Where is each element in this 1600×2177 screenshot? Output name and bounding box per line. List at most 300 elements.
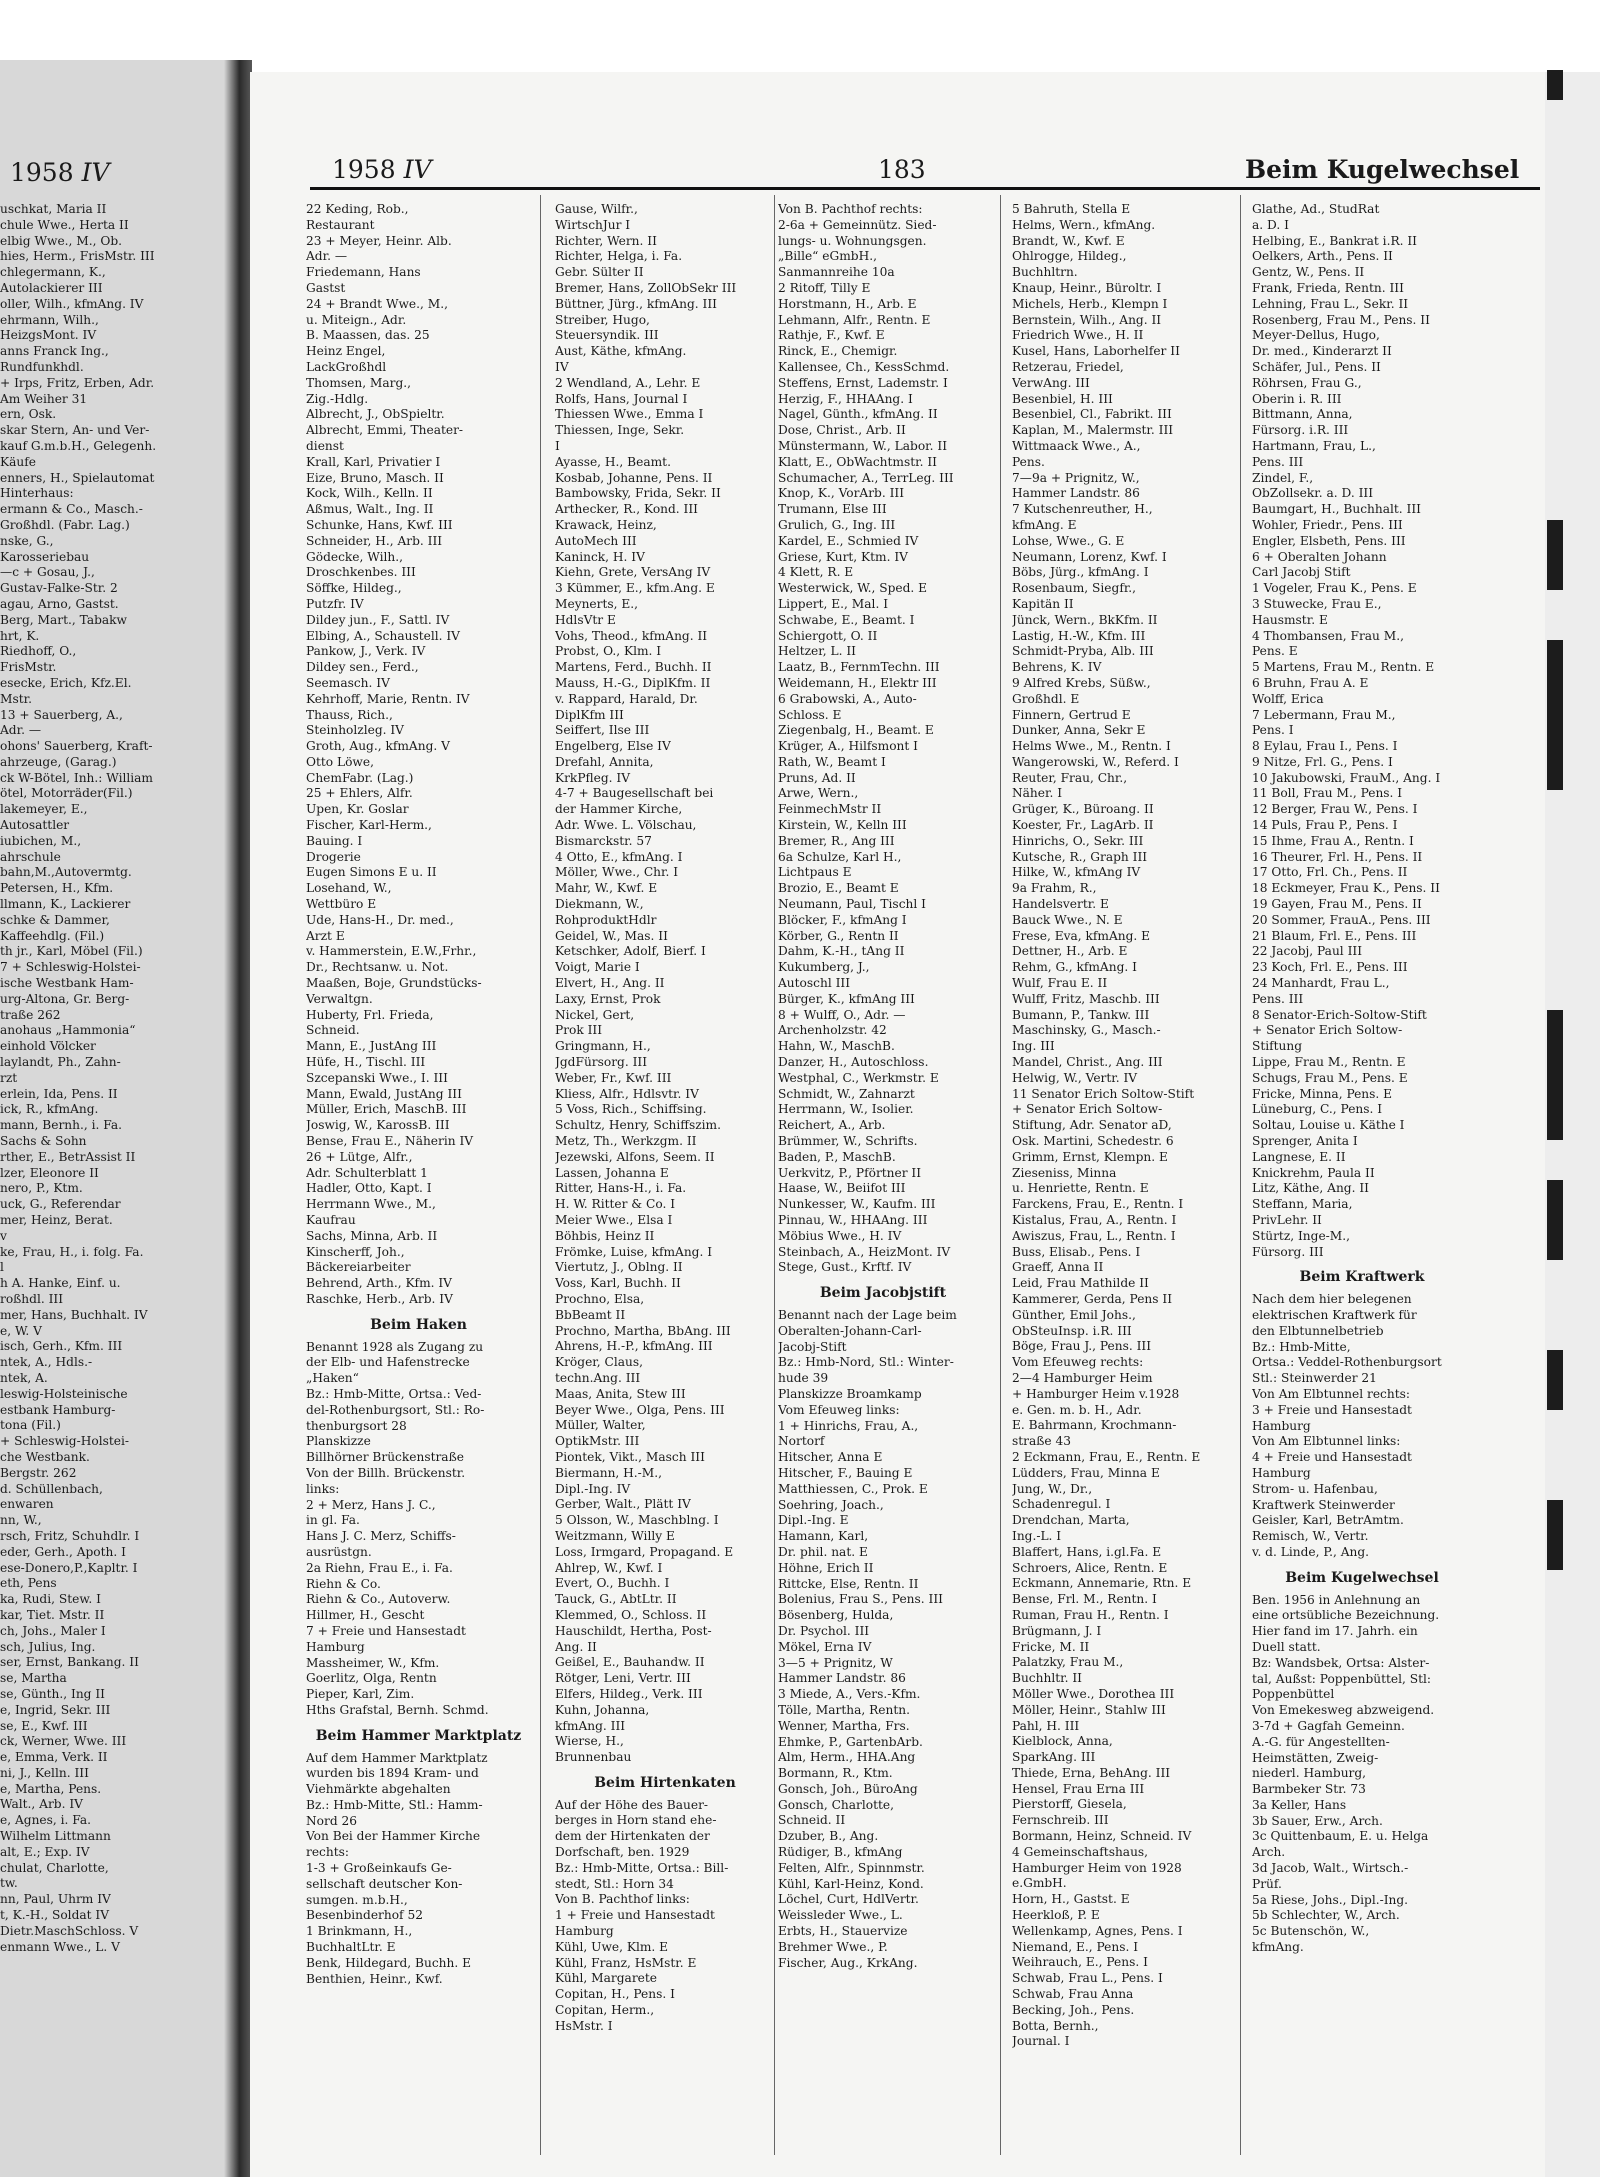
directory-entry-line: Lehning, Frau L., Sekr. II bbox=[1252, 296, 1409, 311]
directory-entry-line: 5 Olsson, W., Maschblng. I bbox=[555, 1513, 719, 1528]
directory-entry-line: Farckens, Frau, E., Rentn. I bbox=[1012, 1197, 1184, 1212]
directory-entry-line: Pens. E bbox=[1252, 644, 1298, 659]
directory-entry-line: 3b Sauer, Erw., Arch. bbox=[1252, 1813, 1383, 1828]
directory-entry-line: Von B. Pachthof links: bbox=[555, 1892, 690, 1907]
directory-entry-line: Hadler, Otto, Kapt. I bbox=[306, 1181, 432, 1196]
left-entry-line: llmann, K., Lackierer bbox=[0, 897, 131, 912]
directory-entry-line: Löchel, Curt, HdlVertr. bbox=[778, 1892, 919, 1907]
directory-entry-line: Helms, Wern., kfmAng. bbox=[1012, 217, 1156, 232]
directory-entry-line: 4 Thombansen, Frau M., bbox=[1252, 628, 1404, 643]
directory-entry-line: 17 Otto, Frl. Ch., Pens. II bbox=[1252, 865, 1408, 880]
left-entry-line: roßhdl. III bbox=[0, 1291, 64, 1306]
directory-entry-line: Barmbeker Str. 73 bbox=[1252, 1782, 1366, 1797]
directory-entry-line: 7 + Freie und Hansestadt bbox=[306, 1623, 466, 1638]
directory-entry-line: BbBeamt II bbox=[555, 1307, 626, 1322]
directory-entry-line: Kielblock, Anna, bbox=[1012, 1734, 1113, 1749]
directory-entry-line: Heerkloß, P. E bbox=[1012, 1908, 1100, 1923]
left-entry-line: Sachs & Sohn bbox=[0, 1134, 87, 1149]
left-entry-line: 13 + Sauerberg, A., bbox=[0, 707, 123, 722]
directory-entry-line: Joswig, W., KarossB. III bbox=[306, 1118, 450, 1133]
directory-entry-line: Krawack, Heinz, bbox=[555, 517, 657, 532]
directory-entry-line: 16 Theurer, Frl. H., Pens. II bbox=[1252, 849, 1423, 864]
directory-entry-line: Besenbiel, Cl., Fabrikt. III bbox=[1012, 407, 1172, 422]
left-entry-line: 7 + Schleswig-Holstei- bbox=[0, 960, 141, 975]
left-entry-line: elbig Wwe., M., Ob. bbox=[0, 233, 123, 248]
directory-entry-line: 8 Senator-Erich-Soltow-Stift bbox=[1252, 1007, 1427, 1022]
left-entry-line: Adr. — bbox=[0, 723, 42, 738]
directory-entry-line: Hartmann, Frau, L., bbox=[1252, 438, 1376, 453]
directory-entry-line: Kammerer, Gerda, Pens II bbox=[1012, 1291, 1173, 1306]
directory-entry-line: Koester, Fr., LagArb. II bbox=[1012, 818, 1154, 833]
directory-entry-line: Palatzky, Frau M., bbox=[1012, 1655, 1124, 1670]
page-edge-marker bbox=[1547, 1180, 1563, 1260]
directory-entry-line: Kehrhoff, Marie, Rentn. IV bbox=[306, 691, 470, 706]
directory-entry-line: Kardel, E., Schmied IV bbox=[778, 533, 919, 548]
left-entry-line: ntek, A. bbox=[0, 1370, 48, 1385]
directory-entry-line: rechts: bbox=[306, 1845, 349, 1860]
directory-entry-line: Baumgart, H., Buchhalt. III bbox=[1252, 502, 1422, 517]
directory-entry-line: Hamburg bbox=[306, 1639, 365, 1654]
directory-entry-line: Arthecker, R., Kond. III bbox=[555, 502, 698, 517]
directory-entry-line: Osk. Martini, Schedestr. 6 bbox=[1012, 1134, 1174, 1149]
directory-entry-line: Rinck, E., Chemigr. bbox=[778, 344, 898, 359]
directory-entry-line: FeinmechMstr II bbox=[778, 802, 882, 817]
directory-entry-line: Kusel, Hans, Laborhelfer II bbox=[1012, 344, 1180, 359]
directory-entry-line: Schroers, Alice, Rentn. E bbox=[1012, 1560, 1168, 1575]
directory-entry-line: 20 Sommer, FrauA., Pens. III bbox=[1252, 912, 1431, 927]
directory-entry-line: Behrens, K. IV bbox=[1012, 660, 1102, 675]
directory-entry-line: Prok III bbox=[555, 1023, 603, 1038]
directory-entry-line: Mauss, H.-G., DiplKfm. II bbox=[555, 675, 711, 690]
directory-entry-line: Lippert, E., Mal. I bbox=[778, 596, 889, 611]
directory-entry-line: Söffke, Hildeg., bbox=[306, 581, 402, 596]
directory-entry-line: Dildey sen., Ferd., bbox=[306, 660, 419, 675]
directory-entry-line: Hans J. C. Merz, Schiffs- bbox=[306, 1529, 456, 1544]
left-header-year: 1958 bbox=[10, 158, 74, 187]
left-entry-line: laylandt, Ph., Zahn- bbox=[0, 1055, 121, 1070]
directory-entry-line: Hahn, W., MaschB. bbox=[778, 1039, 895, 1054]
directory-entry-line: Blaffert, Hans, i.gl.Fa. E bbox=[1012, 1544, 1162, 1559]
directory-entry-line: Bittmann, Anna, bbox=[1252, 407, 1353, 422]
directory-entry-line: Besenbinderhof 52 bbox=[306, 1908, 423, 1923]
directory-entry-line: Geisler, Karl, BetrAmtm. bbox=[1252, 1513, 1404, 1528]
directory-entry-line: 6 Grabowski, A., Auto- bbox=[778, 691, 917, 706]
left-page bbox=[0, 60, 238, 2177]
directory-entry-line: Hamann, Karl, bbox=[778, 1529, 869, 1544]
left-entry-line: agau, Arno, Gastst. bbox=[0, 596, 119, 611]
left-entry-line: nn, Paul, Uhrm IV bbox=[0, 1892, 111, 1907]
directory-entry-line: Goerlitz, Olga, Rentn bbox=[306, 1671, 437, 1686]
directory-entry-line: Bauck Wwe., N. E bbox=[1012, 912, 1123, 927]
directory-entry-line: Bormann, Heinz, Schneid. IV bbox=[1012, 1829, 1192, 1844]
directory-entry-line: Helwig, W., Vertr. IV bbox=[1012, 1070, 1138, 1085]
directory-entry-line: Gringmann, H., bbox=[555, 1039, 651, 1054]
left-entry-line: e, Emma, Verk. II bbox=[0, 1750, 108, 1765]
directory-entry-line: Horstmann, H., Arb. E bbox=[778, 296, 917, 311]
directory-entry-line: Weidemann, H., Elektr III bbox=[778, 675, 937, 690]
directory-entry-line: Hensel, Frau Erna III bbox=[1012, 1781, 1145, 1796]
directory-entry-line: Neumann, Paul, Tischl I bbox=[778, 897, 926, 912]
directory-column-4 bbox=[1012, 202, 1232, 2050]
left-entry-line: che Westbank. bbox=[0, 1449, 90, 1464]
directory-entry-line: 15 Ihme, Frau A., Rentn. I bbox=[1252, 833, 1414, 848]
directory-entry-line: Dipl.-Ing. IV bbox=[555, 1481, 631, 1496]
directory-entry-line: Pens. III bbox=[1252, 991, 1304, 1006]
directory-entry-line: links: bbox=[306, 1481, 340, 1496]
directory-entry-line: Buss, Elisab., Pens. I bbox=[1012, 1244, 1141, 1259]
left-entry-line: alt, E.; Exp. IV bbox=[0, 1844, 90, 1859]
directory-entry-line: wurden bis 1894 Kram- und bbox=[306, 1766, 479, 1781]
column-divider bbox=[1240, 195, 1241, 2155]
directory-entry-line: Knaup, Heinr., Büroltr. I bbox=[1012, 280, 1162, 295]
directory-entry-line: Dettner, H., Arb. E bbox=[1012, 944, 1128, 959]
directory-entry-line: Hammer Landstr. 86 bbox=[1012, 486, 1140, 501]
directory-entry-line: kfmAng. E bbox=[1012, 517, 1077, 532]
directory-entry-line: Becking, Joh., Pens. bbox=[1012, 2002, 1135, 2017]
header-year-text: 1958 bbox=[332, 155, 396, 184]
directory-entry-line: Biermann, H.-M., bbox=[555, 1465, 663, 1480]
directory-entry-line: KrkPfleg. IV bbox=[555, 770, 631, 785]
directory-entry-line: Ben. 1956 in Anlehnung an bbox=[1252, 1592, 1421, 1607]
directory-entry-line: Bösenberg, Hulda, bbox=[778, 1608, 894, 1623]
directory-entry-line: Weihrauch, E., Pens. I bbox=[1012, 1955, 1148, 1970]
left-entry-line: Walt., Arb. IV bbox=[0, 1797, 83, 1812]
left-entry-line: iubichen, M., bbox=[0, 833, 82, 848]
directory-entry-line: Prochno, Martha, BbAng. III bbox=[555, 1323, 731, 1338]
directory-entry-line: 4 + Freie und Hansestadt bbox=[1252, 1450, 1412, 1465]
column-divider bbox=[1000, 195, 1001, 2155]
left-entry-line: hrt, K. bbox=[0, 628, 40, 643]
directory-entry-line: Blöcker, F., kfmAng I bbox=[778, 912, 907, 927]
page-edge-marker bbox=[1547, 70, 1563, 100]
directory-entry-line: Niemand, E., Pens. I bbox=[1012, 1939, 1139, 1954]
directory-entry-line: Ritter, Hans-H., i. Fa. bbox=[555, 1181, 687, 1196]
directory-entry-line: Bolenius, Frau S., Pens. III bbox=[778, 1592, 943, 1607]
directory-entry-line: Probst, O., Klm. I bbox=[555, 644, 662, 659]
left-entry-line: tw. bbox=[0, 1876, 18, 1891]
directory-entry-line: Schloss. E bbox=[778, 707, 842, 722]
directory-entry-line: Von Bei der Hammer Kirche bbox=[306, 1829, 481, 1844]
directory-entry-line: Rötger, Leni, Vertr. III bbox=[555, 1671, 691, 1686]
directory-entry-line: Eugen Simons E u. II bbox=[306, 865, 437, 880]
directory-entry-line: Laxy, Ernst, Prok bbox=[555, 991, 661, 1006]
directory-entry-line: 18 Eckmeyer, Frau K., Pens. II bbox=[1252, 881, 1440, 896]
directory-entry-line: Kock, Wilh., Kelln. II bbox=[306, 486, 433, 501]
directory-entry-line: stedt, Stl.: Horn 34 bbox=[555, 1876, 674, 1891]
left-entry-line: eder, Gerh., Apoth. I bbox=[0, 1544, 126, 1559]
directory-entry-line: Hüfe, H., Tischl. III bbox=[306, 1055, 426, 1070]
directory-entry-line: 2 Wendland, A., Lehr. E bbox=[555, 375, 701, 390]
directory-entry-line: Tauck, G., AbtLtr. II bbox=[555, 1592, 677, 1607]
directory-entry-line: Buchhltr. II bbox=[1012, 1671, 1082, 1686]
directory-entry-line: Müller, Walter, bbox=[555, 1418, 646, 1433]
left-entry-line: Kaffeehdlg. (Fil.) bbox=[0, 928, 105, 943]
directory-entry-line: Ing. III bbox=[1012, 1039, 1055, 1054]
directory-entry-line: Ang. II bbox=[555, 1639, 597, 1654]
directory-entry-line: E. Bahrmann, Krochmann- bbox=[1012, 1418, 1177, 1433]
directory-entry-line: 3a Keller, Hans bbox=[1252, 1797, 1347, 1812]
directory-entry-line: Mann, Ewald, JustAng III bbox=[306, 1086, 462, 1101]
directory-entry-line: Gentz, W., Pens. II bbox=[1252, 265, 1365, 280]
directory-entry-line: Arzt E bbox=[306, 928, 345, 943]
directory-entry-line: tal, Außst: Poppenbüttel, Stl: bbox=[1252, 1671, 1431, 1686]
directory-entry-line: Huberty, Frl. Frieda, bbox=[306, 1007, 434, 1022]
directory-entry-line: Münstermann, W., Labor. II bbox=[778, 438, 948, 453]
left-entry-line: se, Martha bbox=[0, 1671, 67, 1686]
directory-entry-line: Rehm, G., kfmAng. I bbox=[1012, 960, 1137, 975]
left-entry-line: mann, Bernh., i. Fa. bbox=[0, 1118, 122, 1133]
directory-entry-line: Steuersyndik. III bbox=[555, 328, 659, 343]
left-page-column bbox=[0, 202, 236, 1955]
left-entry-line: Riedhoff, O., bbox=[0, 644, 77, 659]
directory-entry-line: Oberin i. R. III bbox=[1252, 391, 1342, 406]
directory-entry-line: ausrüstgn. bbox=[306, 1544, 372, 1559]
directory-entry-line: Erbts, H., Stauervize bbox=[778, 1924, 908, 1939]
directory-entry-line: Weitzmann, Willy E bbox=[555, 1528, 675, 1543]
directory-entry-line: Seemasch. IV bbox=[306, 675, 390, 690]
directory-entry-line: Kapitän II bbox=[1012, 596, 1074, 611]
directory-entry-line: Ziegenbalg, H., Beamt. E bbox=[778, 723, 934, 738]
directory-entry-line: Kukumberg, J., bbox=[778, 960, 870, 975]
directory-entry-line: thenburgsort 28 bbox=[306, 1418, 407, 1433]
directory-entry-line: Wittmaack Wwe., A., bbox=[1012, 438, 1141, 453]
directory-entry-line: Restaurant bbox=[306, 217, 375, 232]
directory-entry-line: Kaninck, H. IV bbox=[555, 549, 645, 564]
directory-entry-line: Westphal, C., Werkmstr. E bbox=[778, 1070, 939, 1085]
directory-entry-line: Jacobj-Stift bbox=[778, 1339, 847, 1354]
directory-entry-line: Frese, Eva, kfmAng. E bbox=[1012, 928, 1151, 943]
left-entry-line: ese-Donero,P.,Kapltr. I bbox=[0, 1560, 138, 1575]
directory-entry-line: Bismarckstr. 57 bbox=[555, 833, 652, 848]
directory-entry-line: Schneider, H., Arb. III bbox=[306, 533, 443, 548]
directory-entry-line: Helbing, E., Bankrat i.R. II bbox=[1252, 233, 1418, 248]
left-entry-line: enners, H., Spielautomat bbox=[0, 470, 155, 485]
directory-entry-line: Klatt, E., ObWachtmstr. II bbox=[778, 454, 938, 469]
directory-entry-line: Alm, Herm., HHA.Ang bbox=[778, 1750, 916, 1765]
directory-entry-line: Piontek, Vikt., Masch III bbox=[555, 1449, 705, 1464]
directory-entry-line: 21 Blaum, Frl. E., Pens. III bbox=[1252, 928, 1417, 943]
left-entry-line: enwaren bbox=[0, 1497, 54, 1512]
directory-entry-line: ChemFabr. (Lag.) bbox=[306, 770, 414, 785]
directory-entry-line: Wohler, Friedr., Pens. III bbox=[1252, 517, 1403, 532]
directory-entry-line: 10 Jakubowski, FrauM., Ang. I bbox=[1252, 770, 1441, 785]
page-edge-marker bbox=[1547, 1350, 1563, 1410]
directory-entry-line: Brandt, W., Kwf. E bbox=[1012, 233, 1125, 248]
directory-entry-line: 4 Otto, E., kfmAng. I bbox=[555, 849, 683, 864]
left-entry-line: e, Ingrid, Sekr. III bbox=[0, 1702, 111, 1717]
directory-entry-line: Grimm, Ernst, Klempn. E bbox=[1012, 1149, 1168, 1164]
directory-entry-line: Eckmann, Annemarie, Rtn. E bbox=[1012, 1576, 1192, 1591]
directory-entry-line: Billhörner Brückenstraße bbox=[306, 1450, 464, 1465]
directory-entry-line: v. d. Linde, P., Ang. bbox=[1252, 1544, 1370, 1559]
directory-entry-line: Böbs, Jürg., kfmAng. I bbox=[1012, 565, 1149, 580]
left-entry-line: ische Westbank Ham- bbox=[0, 976, 134, 991]
left-entry-line: Autosattler bbox=[0, 818, 70, 833]
left-entry-line: lzer, Eleonore II bbox=[0, 1165, 99, 1180]
header-volume-text: IV bbox=[403, 155, 432, 184]
directory-entry-line: Stege, Gust., Krftf. IV bbox=[778, 1260, 912, 1275]
directory-entry-line: Kühl, Margarete bbox=[555, 1971, 657, 1986]
street-section-title: Beim Jacobjstift bbox=[819, 1285, 947, 1302]
directory-entry-line: Dunker, Anna, Sekr E bbox=[1012, 723, 1146, 738]
directory-entry-line: Benannt 1928 als Zugang zu bbox=[306, 1339, 484, 1354]
directory-entry-line: Benthien, Heinr., Kwf. bbox=[306, 1971, 443, 1986]
directory-entry-line: Von der Billh. Brückenstr. bbox=[306, 1465, 466, 1480]
directory-entry-line: u. Miteign., Adr. bbox=[306, 312, 407, 327]
directory-entry-line: Maschinsky, G., Masch.- bbox=[1012, 1023, 1161, 1038]
directory-entry-line: Prüf. bbox=[1252, 1876, 1282, 1891]
directory-entry-line: Krüger, A., Hilfsmont I bbox=[778, 739, 918, 754]
left-entry-line: kauf G.m.b.H., Gelegenh. bbox=[0, 438, 157, 453]
street-section-title: Beim Kugelwechsel bbox=[1285, 1569, 1439, 1586]
directory-entry-line: Lüdders, Frau, Minna E bbox=[1012, 1465, 1160, 1480]
directory-entry-line: Litz, Käthe, Ang. II bbox=[1252, 1181, 1369, 1196]
directory-entry-line: Journal. I bbox=[1012, 2034, 1070, 2049]
directory-entry-line: Mökel, Erna IV bbox=[778, 1639, 872, 1654]
directory-entry-line: Oelkers, Arth., Pens. II bbox=[1252, 249, 1393, 264]
left-entry-line: + Schleswig-Holstei- bbox=[0, 1434, 129, 1449]
directory-entry-line: Stl.: Steinwerder 21 bbox=[1252, 1371, 1377, 1386]
directory-entry-line: Bäckereiarbeiter bbox=[306, 1260, 411, 1275]
directory-entry-line: Loss, Irmgard, Propagand. E bbox=[555, 1544, 734, 1559]
directory-entry-line: Pieper, Karl, Zim. bbox=[306, 1687, 415, 1702]
directory-entry-line: 5b Schlechter, W., Arch. bbox=[1252, 1908, 1400, 1923]
left-entry-line: —c + Gosau, J., bbox=[0, 565, 95, 580]
left-entry-line: FrisMstr. bbox=[0, 660, 57, 675]
directory-entry-line: Geißel, E., Bauhandw. II bbox=[555, 1655, 705, 1670]
directory-entry-line: Metz, Th., Werkzgm. II bbox=[555, 1134, 697, 1149]
directory-entry-line: LackGroßhdl bbox=[306, 359, 387, 374]
directory-entry-line: Thiessen, Inge, Sekr. bbox=[555, 423, 685, 438]
directory-entry-line: Schwab, Frau Anna bbox=[1012, 1987, 1134, 2002]
directory-entry-line: niederl. Hamburg, bbox=[1252, 1766, 1367, 1781]
directory-entry-line: Gerber, Walt., Plätt IV bbox=[555, 1497, 691, 1512]
directory-entry-line: Hammer Landstr. 86 bbox=[778, 1671, 906, 1686]
left-entry-line: Hinterhaus: bbox=[0, 486, 74, 501]
left-entry-line: schke & Dammer, bbox=[0, 912, 110, 927]
directory-entry-line: Pinnau, W., HHAAng. III bbox=[778, 1213, 928, 1227]
directory-entry-line: e.GmbH. bbox=[1012, 1876, 1067, 1891]
directory-entry-line: Gonsch, Joh., BüroAng bbox=[778, 1781, 918, 1796]
street-section-title: Beim Kraftwerk bbox=[1299, 1269, 1425, 1286]
left-entry-line: anohaus „Hammonia“ bbox=[0, 1023, 136, 1038]
directory-entry-line: Hamburger Heim von 1928 bbox=[1012, 1860, 1182, 1875]
directory-entry-line: 1 + Hinrichs, Frau, A., bbox=[778, 1418, 919, 1433]
directory-entry-line: Böge, Frau J., Pens. III bbox=[1012, 1339, 1152, 1354]
directory-entry-line: Fernschreib. III bbox=[1012, 1813, 1109, 1828]
left-entry-line: sch, Julius, Ing. bbox=[0, 1639, 96, 1654]
page-edge-marker bbox=[1547, 640, 1563, 790]
directory-entry-line: Schadenregul. I bbox=[1012, 1497, 1111, 1512]
directory-entry-line: Von Am Elbtunnel rechts: bbox=[1252, 1386, 1410, 1401]
directory-entry-line: Hauschildt, Hertha, Post- bbox=[555, 1623, 712, 1638]
directory-entry-line: Frömke, Luise, kfmAng. I bbox=[555, 1244, 713, 1259]
left-entry-line: ka, Rudi, Stew. I bbox=[0, 1592, 101, 1607]
left-entry-line: ni, J., Kelln. III bbox=[0, 1765, 89, 1780]
left-entry-line: kar, Tiet. Mstr. II bbox=[0, 1607, 105, 1622]
directory-entry-line: Lichtpaus E bbox=[778, 865, 852, 880]
directory-entry-line: Leid, Frau Mathilde II bbox=[1012, 1276, 1149, 1291]
directory-entry-line: Bremer, Hans, ZollObSekr III bbox=[555, 280, 737, 295]
left-entry-line: Petersen, H., Kfm. bbox=[0, 881, 114, 896]
directory-entry-line: Schugs, Frau M., Pens. E bbox=[1252, 1070, 1408, 1085]
directory-entry-line: Besenbiel, H. III bbox=[1012, 391, 1113, 406]
directory-entry-line: Wangerowski, W., Referd. I bbox=[1012, 754, 1179, 769]
directory-entry-line: 2 + Merz, Hans J. C., bbox=[306, 1497, 436, 1512]
directory-entry-line: Graeff, Anna II bbox=[1012, 1260, 1104, 1275]
directory-entry-line: 3c Quittenbaum, E. u. Helga bbox=[1252, 1829, 1429, 1844]
directory-entry-line: Bumann, P., Tankw. III bbox=[1012, 1007, 1150, 1022]
directory-entry-line: Wenner, Martha, Frs. bbox=[778, 1718, 910, 1733]
directory-entry-line: 3d Jacob, Walt., Wirtsch.- bbox=[1252, 1861, 1409, 1876]
left-entry-line: enmann Wwe., L. V bbox=[0, 1939, 120, 1954]
directory-entry-line: Auf dem Hammer Marktplatz bbox=[306, 1750, 488, 1765]
directory-entry-line: e. Gen. m. b. H., Adr. bbox=[1012, 1402, 1142, 1417]
directory-entry-line: Kirstein, W., Kelln III bbox=[778, 818, 907, 833]
directory-entry-line: 9 Alfred Krebs, Süßw., bbox=[1012, 675, 1151, 690]
directory-entry-line: RohproduktHdlr bbox=[555, 912, 657, 927]
directory-entry-line: Ahrens, H.-P., kfmAng. III bbox=[555, 1339, 713, 1354]
left-entry-line: mer, Heinz, Berat. bbox=[0, 1213, 113, 1227]
directory-entry-line: HdlsVtr E bbox=[555, 612, 616, 627]
directory-entry-line: Bremer, R., Ang III bbox=[778, 833, 895, 848]
directory-entry-line: Kinscherff, Joh., bbox=[306, 1244, 405, 1259]
directory-entry-line: dienst bbox=[306, 438, 344, 453]
directory-entry-line: 8 + Wulff, O., Adr. — bbox=[778, 1007, 906, 1022]
directory-entry-line: Wierse, H., bbox=[555, 1734, 624, 1749]
directory-entry-line: v. Rappard, Harald, Dr. bbox=[555, 691, 698, 706]
directory-entry-line: + Senator Erich Soltow- bbox=[1012, 1102, 1163, 1117]
left-entry-line: HeizgsMont. IV bbox=[0, 328, 97, 343]
left-entry-line: nero, P., Ktm. bbox=[0, 1181, 83, 1196]
directory-entry-line: 3 Miede, A., Vers.-Kfm. bbox=[778, 1687, 921, 1702]
directory-entry-line: Fricke, Minna, Pens. E bbox=[1252, 1086, 1393, 1101]
directory-entry-line: Horn, H., Gastst. E bbox=[1012, 1892, 1130, 1907]
left-entry-line: ck W-Bötel, Inh.: William bbox=[0, 770, 153, 785]
directory-entry-line: Geidel, W., Mas. II bbox=[555, 928, 668, 943]
directory-entry-line: Meynerts, E., bbox=[555, 596, 639, 611]
directory-entry-line: Steinholzleg. IV bbox=[306, 723, 404, 738]
directory-entry-line: Kosbab, Johanne, Pens. II bbox=[555, 470, 713, 485]
directory-entry-line: Näher. I bbox=[1012, 786, 1063, 801]
directory-entry-line: Bz.: Hmb-Mitte, Stl.: Hamm- bbox=[306, 1797, 483, 1812]
left-entry-line: Am Weiher 31 bbox=[0, 391, 88, 406]
directory-entry-line: Fischer, Karl-Herm., bbox=[306, 818, 432, 833]
page-edge-marker bbox=[1547, 1010, 1563, 1140]
left-header-volume: IV bbox=[81, 158, 110, 187]
directory-entry-line: Lehmann, Alfr., Rentn. E bbox=[778, 312, 931, 327]
directory-entry-line: Herrmann, W., Isolier. bbox=[778, 1102, 914, 1117]
directory-entry-line: Rathje, F., Kwf. E bbox=[778, 328, 885, 343]
directory-entry-line: Bernstein, Wilh., Ang. II bbox=[1012, 312, 1162, 327]
directory-entry-line: Drefahl, Annita, bbox=[555, 754, 654, 769]
directory-entry-line: Bürger, K., kfmAng III bbox=[778, 991, 915, 1006]
directory-entry-line: Thomsen, Marg., bbox=[306, 375, 412, 390]
directory-entry-line: Jezewski, Alfons, Seem. II bbox=[555, 1149, 715, 1164]
directory-entry-line: der Hammer Kirche, bbox=[555, 802, 683, 817]
directory-entry-line: Reuter, Frau, Chr., bbox=[1012, 770, 1128, 785]
directory-entry-line: Mann, E., JustAng III bbox=[306, 1039, 437, 1054]
directory-entry-line: 1 Vogeler, Frau K., Pens. E bbox=[1252, 581, 1417, 596]
directory-entry-line: 7 Lebermann, Frau M., bbox=[1252, 707, 1396, 722]
directory-entry-line: Friedrich Wwe., H. II bbox=[1012, 328, 1144, 343]
directory-entry-line: 9 Nitze, Frl. G., Pens. I bbox=[1252, 754, 1393, 769]
directory-entry-line: Kühl, Franz, HsMstr. E bbox=[555, 1955, 697, 1970]
directory-entry-line: AutoMech III bbox=[555, 533, 637, 548]
left-entry-line: ke, Frau, H., i. folg. Fa. bbox=[0, 1244, 144, 1259]
directory-entry-line: Langnese, E. II bbox=[1252, 1149, 1346, 1164]
directory-entry-line: kfmAng. bbox=[1252, 1940, 1304, 1955]
